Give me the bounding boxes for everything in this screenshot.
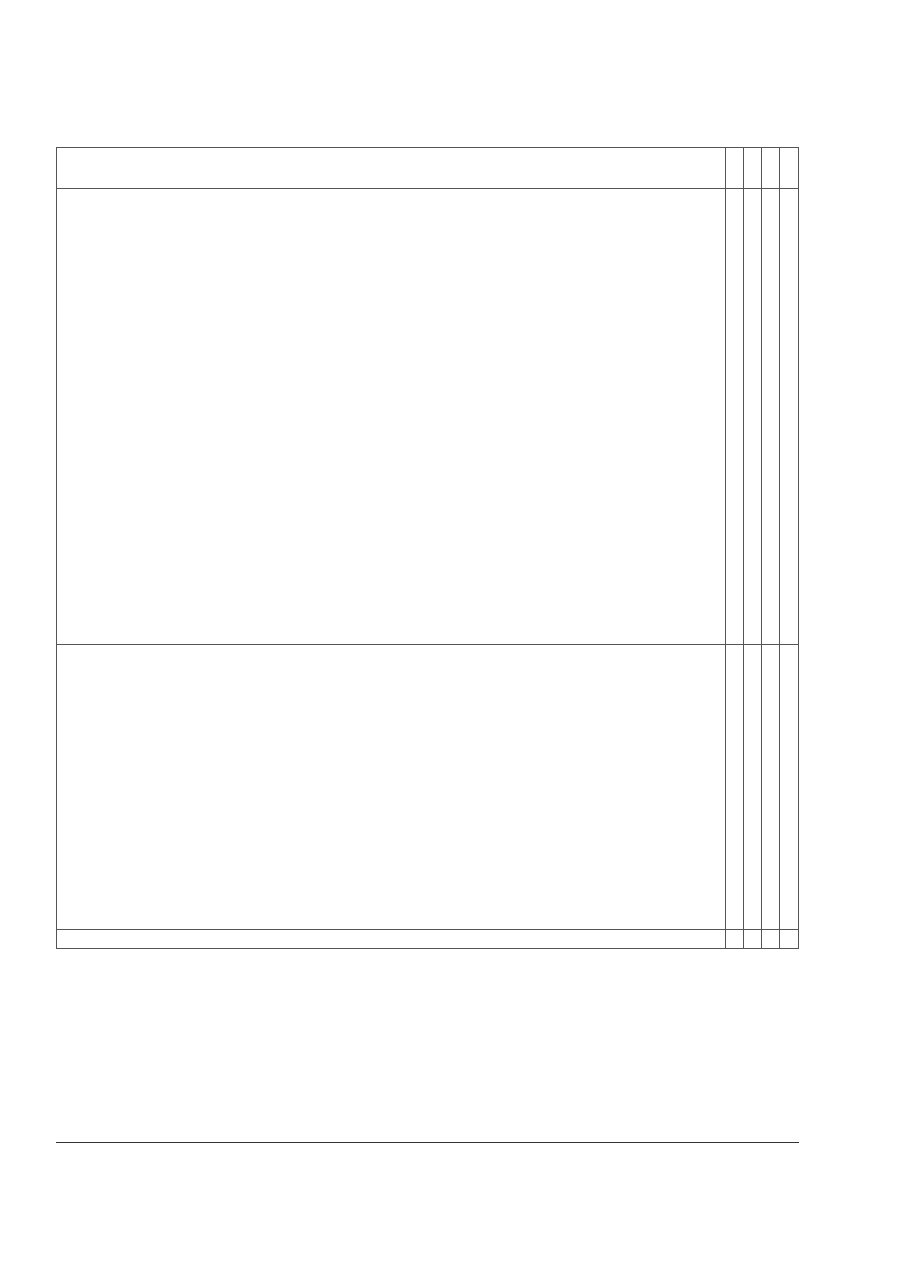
column-divider — [779, 148, 780, 948]
row-divider — [57, 188, 798, 189]
table-title — [57, 148, 725, 188]
column-divider — [725, 148, 726, 948]
footer-rule — [56, 1142, 799, 1143]
column-divider — [743, 148, 744, 948]
column-divider — [761, 148, 762, 948]
baidu-watermark-logo — [640, 1162, 860, 1242]
row-divider — [57, 644, 798, 645]
parameter-table — [56, 147, 799, 949]
row-divider — [57, 929, 798, 930]
